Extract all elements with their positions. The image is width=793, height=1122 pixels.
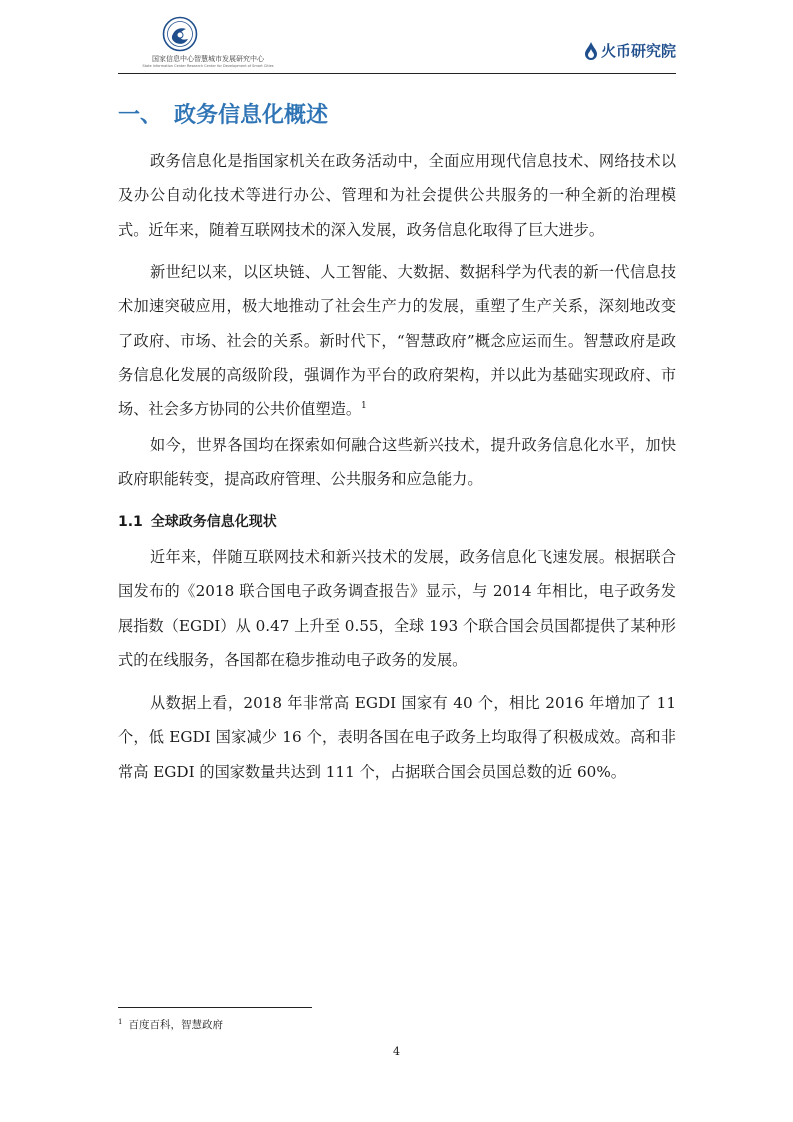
- header-divider: [118, 73, 676, 74]
- subsection-title: 全球政务信息化现状: [150, 514, 277, 530]
- paragraph: 从数据上看，2018 年非常高 EGDI 国家有 40 个，相比 2016 年增加了 11 个，低 EGDI 国家减少 16 个，表明各国在电子政务上均取得了积极成效。高和非常高 EGDI 的国家数量共达到 111 个，占据联合国会员国总数的近 60%。: [118, 694, 676, 781]
- circular-emblem-icon: [162, 16, 198, 52]
- org-name-cn: 国家信息中心智慧城市发展研究中心: [152, 55, 264, 63]
- footnote-divider: [118, 1007, 312, 1008]
- paragraph: 如今，世界各国均在探索如何融合这些新兴技术，提升政务信息化水平，加快政府职能转变，提高政府管理、公共服务和应急能力。: [118, 436, 676, 489]
- subsection-number: 1.1: [118, 514, 143, 530]
- subsection-heading: [118, 511, 277, 531]
- footnote: [118, 1017, 223, 1032]
- footnote-text: 百度百科，智慧政府: [128, 1019, 223, 1031]
- left-logo: [118, 16, 298, 72]
- page-number: 4: [393, 1045, 400, 1058]
- org-name-en: State Information Center Research Center for Development of Smart Cities: [142, 64, 274, 68]
- flame-drop-icon: [584, 42, 598, 60]
- section-number: 一、: [118, 103, 163, 128]
- footnote-ref: 1: [361, 401, 367, 412]
- footnote-marker: 1: [118, 1018, 123, 1026]
- page-header: [118, 14, 676, 74]
- right-logo: [584, 40, 676, 61]
- section-title: 政务信息化概述: [174, 103, 329, 128]
- paragraph: 政务信息化是指国家机关在政务活动中，全面应用现代信息技术、网络技术以及办公自动化技术等进行办公、管理和为社会提供公共服务的一种全新的治理模式。近年来，随着互联网技术的深入发展，政务信息化取得了巨大进步。: [118, 152, 676, 239]
- section-heading: [118, 98, 328, 129]
- paragraph: 近年来，伴随互联网技术和新兴技术的发展，政务信息化飞速发展。根据联合国发布的《2018 联合国电子政务调查报告》显示，与 2014 年相比，电子政务发展指数（EGDI）从 0.47 上升至 0.55，全球 193 个联合国会员国都提供了某种形式的在线服务，各国都在稳步推动电子政务的发展。: [118, 548, 676, 669]
- right-logo-text: 火币研究院: [600, 42, 676, 60]
- paragraph: 新世纪以来，以区块链、人工智能、大数据、数据科学为代表的新一代信息技术加速突破应用，极大地推动了社会生产力的发展，重塑了生产关系，深刻地改变了政府、市场、社会的关系。新时代下，“智慧政府”概念应运而生。智慧政府是政务信息化发展的高级阶段，强调作为平台的政府架构，并以此为基础实现政府、市场、社会多方协同的公共价值塑造。$^1$: [118, 263, 676, 419]
